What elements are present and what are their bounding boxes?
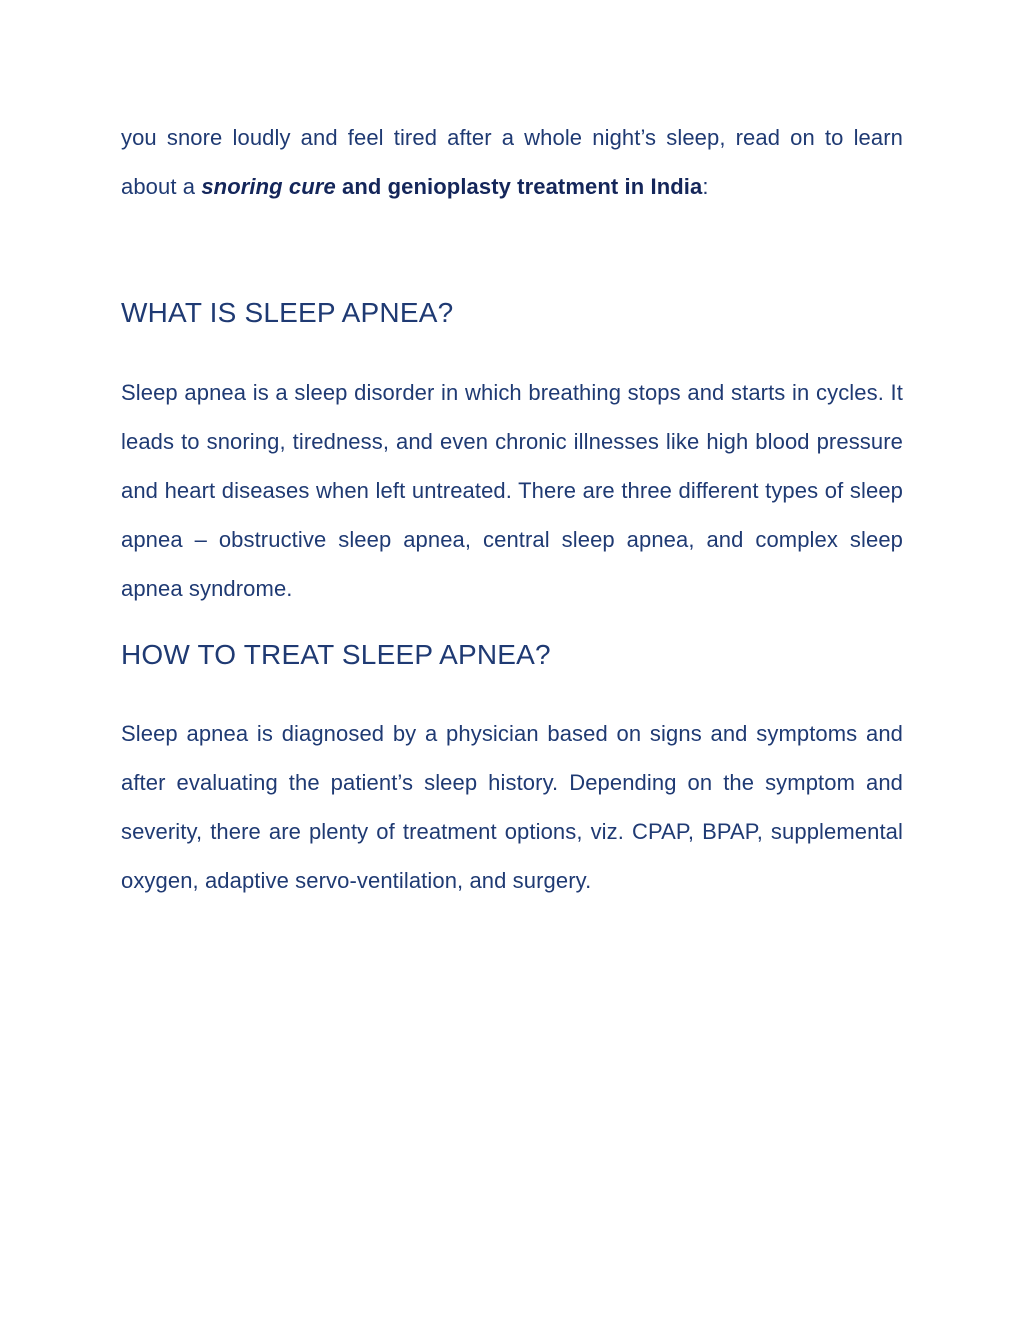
section-body-what-is-sleep-apnea: Sleep apnea is a sleep disorder in which breathing stops and starts in cycles. It leads to snoring, tiredness, and even chronic illnesses like high blood pressure and heart diseases when left untreated. There are three different types of sleep apnea – obstructive sleep apnea, central sleep apnea, and complex sleep apnea syndrome.: [121, 380, 903, 601]
intro-text: you snore loudly and feel tired after a whole night’s sleep, read on to learn about a: [121, 125, 903, 199]
section-heading-how-to-treat: HOW TO TREAT SLEEP APNEA?: [121, 639, 551, 670]
section-body-how-to-treat: Sleep apnea is diagnosed by a physician based on signs and symptoms and after evaluating the patient’s sleep history. Depending on the symptom and severity, there are plenty of treatment options, viz. CPAP, BPAP, supplemental oxygen, adaptive servo-ventilation, and surgery.: [121, 721, 903, 893]
genioplasty-bold-text: and genioplasty treatment in India: [335, 174, 703, 199]
section-heading-what-is-sleep-apnea: WHAT IS SLEEP APNEA?: [121, 297, 454, 328]
snoring-cure-link[interactable]: snoring cure: [201, 174, 336, 199]
intro-colon: :: [702, 174, 709, 199]
intro-paragraph: [121, 113, 903, 211]
